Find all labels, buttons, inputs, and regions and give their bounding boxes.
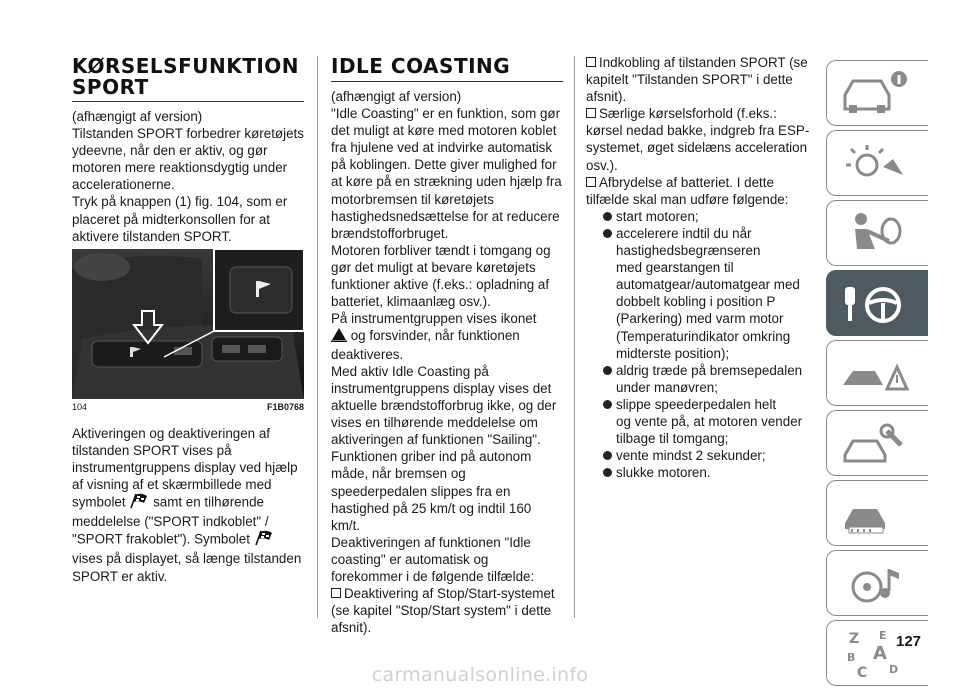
technical-data-icon: [827, 481, 929, 547]
list-item: slippe speederpedalen helt: [600, 396, 816, 413]
sport-symbol-active-text: vises på displayet, så længe tilstanden SPORT er aktiv.: [72, 551, 302, 584]
tab-starting-driving[interactable]: [826, 270, 928, 336]
driving-conditions-item: Særlige kørselsforhold (f.eks.: kørsel nedad bakke, indgreb fra ESP-systemet, øget sidelæns acceleration osv.).: [586, 106, 810, 173]
sport-instruction: Tryk på knappen (1) fig. 104, som er placeret på midterkonsollen for at aktivere tilstanden SPORT.: [72, 194, 288, 244]
battery-item: Afbrydelse af batteriet. I dette tilfælde skal man udføre følgende:: [586, 174, 789, 207]
heading-sport-line1: KØRSELSFUNKTION: [72, 54, 300, 78]
tab-multimedia[interactable]: [826, 550, 928, 616]
square-bullet-icon: [586, 177, 596, 187]
figure-center-console: [72, 249, 304, 399]
sport-flag-icon: [254, 530, 274, 550]
column-divider: [574, 56, 575, 618]
sport-mode-item: Indkobling af tilstanden SPORT (se kapitelt "Tilstanden SPORT" i dette afsnit).: [586, 55, 808, 105]
multimedia-icon: [827, 551, 929, 617]
list-item-continuation: med gearstangen til automatgear/automatgear med dobbelt kobling i position P (Parkering) med varm motor (Temperaturindikator omkring midterste position);: [616, 260, 800, 361]
idle-display-text: Med aktiv Idle Coasting på instrumentgruppens display vises det aktuelle brændstofforbrug ikke, og der vises en tilhørende meddelelse om aktiveringen af funktionen "Sailing".: [331, 363, 557, 448]
idle-icon-text: På instrumentgruppen vises ikonet: [331, 311, 537, 327]
list-item: slukke motoren.: [600, 464, 816, 481]
tab-emergency[interactable]: [826, 340, 928, 406]
idle-deactivation-text: Deaktiveringen af funktionen "Idle coasting" er automatisk og forekommer i de følgende tilfælde:: [331, 534, 535, 585]
idle-version-note: (afhængigt af version): [331, 89, 462, 104]
tab-technical-data[interactable]: [826, 480, 928, 546]
column-divider: [317, 56, 318, 618]
page-number: 127: [896, 633, 922, 650]
heading-rule: [72, 101, 304, 102]
figure-caption: [72, 402, 304, 413]
breakdown-warning-icon: [827, 341, 929, 407]
list-item: aldrig træde på bremsepedalen under manøvren;: [600, 362, 816, 396]
car-info-icon: [827, 61, 929, 127]
sailing-icon: [331, 328, 347, 346]
sport-symbol-line-2: "SPORT frakoblet"). Symbolet: [72, 530, 304, 550]
tab-safety[interactable]: [826, 200, 928, 266]
warning-lights-icon: [827, 131, 929, 197]
index-letter: D: [889, 663, 899, 676]
key-steering-wheel-icon: [827, 271, 929, 337]
procedure-list: [586, 208, 816, 482]
sport-flag-icon: [129, 493, 149, 513]
list-item-continuation: og vente på, at motoren vender tilbage til tomgang;: [616, 413, 803, 447]
figure-code: F1B0768: [266, 401, 304, 412]
idle-stop-start-item: Deaktivering af Stop/Start-systemet (se kapitel "Stop/Start system" i dette afsnit).: [331, 586, 555, 636]
idle-speed-text: Funktionen griber ind på autonom måde, når bremsen og speederpedalen slippes fra en hastighed på 25 km/t og indtil 160 km/t.: [331, 449, 532, 533]
index-letter: Z: [849, 631, 860, 647]
index-letter: E: [879, 629, 887, 642]
square-bullet-icon: [331, 588, 341, 598]
heading-rule: [331, 81, 563, 82]
heading-sport-line2: SPORT: [72, 75, 149, 99]
square-bullet-icon: [586, 57, 596, 67]
tab-warning-lights[interactable]: [826, 130, 928, 196]
list-item: start motoren;: [600, 208, 816, 225]
heading-idle-coasting: IDLE COASTING: [331, 54, 511, 78]
tab-car-info[interactable]: [826, 60, 928, 126]
column-sport: [72, 56, 304, 585]
chapter-tabs: [826, 60, 928, 690]
tab-maintenance[interactable]: [826, 410, 928, 476]
square-bullet-icon: [586, 108, 596, 118]
idle-description: "Idle Coasting" er en funktion, som gør det muligt at køre med motoren koblet fra hjulene ved at indvirke automatisk på koblingen. Dette giver mulighed for at køre på en strækning uden hjælp fra motorbremsen til køretøjets hastighedsnedsættelse for at reducere brændstofforbruget.: [331, 106, 562, 241]
column-idle-coasting: [331, 56, 563, 636]
airbag-seat-icon: [827, 201, 929, 267]
idle-engine-text: Motoren forbliver tændt i tomgang og gør det muligt at bevare køretøjets funktioner aktive (f.eks.: opladning af batteriet, klimaanlæg osv.).: [331, 242, 551, 310]
sport-version-note: (afhængigt af version): [72, 109, 203, 124]
figure-number: 104: [72, 401, 88, 412]
index-letter: C: [857, 665, 868, 681]
sport-display-text: Aktiveringen og deaktiveringen af tilstanden SPORT vises på instrumentgruppens display ved hjælp af visning af et skærmbillede med: [72, 425, 298, 493]
center-console-photo: [72, 249, 304, 399]
index-letter: B: [847, 651, 856, 664]
index-letter: A: [873, 643, 887, 664]
sport-description: Tilstanden SPORT forbedrer køretøjets ydeevne, når den er aktiv, og gør motoren mere reaktionsdygtig under accelerationerne.: [72, 126, 304, 193]
sport-symbol-line: symbolet samt en tilhørende meddelelse ("SPORT indkoblet" /: [72, 494, 269, 530]
idle-icon-line: og forsvinder, når funktionen deaktiveres.: [331, 328, 520, 362]
watermark: carmanualsonline.info: [371, 664, 589, 686]
list-item: accelerere indtil du når hastighedsbegrænseren: [600, 225, 816, 259]
list-item: vente mindst 2 sekunder;: [600, 447, 816, 464]
maintenance-wrench-icon: [827, 411, 929, 477]
column-continuation: [586, 54, 816, 481]
